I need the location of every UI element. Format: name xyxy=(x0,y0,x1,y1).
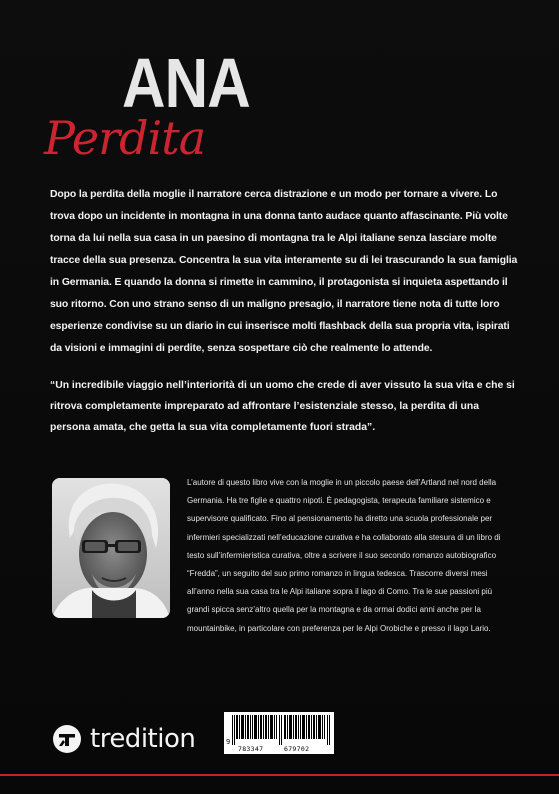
bottom-divider xyxy=(0,774,559,776)
author-biography: L’autore di questo libro vive con la moglie in un piccolo paese dell’Artland nel nord della Germania. Ha tre figlie e quattro nipoti. È pedagogista, terapeuta familiare sistemico e supervisore qualificato. Fino al pensionamento ha diretto una scuola professionale per infermieri specializzati nell’educazione curativa e ha collaborato alla stesura di un libro di testo sull’infermieristica curativa, oltre a scrivere il suo secondo romanzo autobiografico “Fredda”, un seguito del suo primo romanzo in lingua tedesca. Trascorre diversi mesi all’anno nella sua casa tra le Alpi italiane sopra il lago di Como. Tra le sue passioni più grandi spicca senz’altro quella per la montagna e da ormai dodici anni anche per la mountainbike, in particolare con preferenza per le Alpi Orobiche e presso il lago Lario. xyxy=(187,478,501,633)
isbn-barcode xyxy=(224,712,334,754)
review-quote: “Un incredibile viaggio nell’interiorità di un uomo che crede di aver vissuto la sua vita e che si ritrova completamente impreparato ad affrontare l’esistenziale stesso, la perdita di una persona amata, che getta la sua vita completamente fuori strada”. xyxy=(50,380,515,433)
isbn-right-digits: 679702 xyxy=(284,745,310,753)
isbn-left-digits: 783347 xyxy=(238,745,264,753)
tredition-logo-icon xyxy=(52,724,82,754)
author-portrait-image xyxy=(52,478,170,618)
barcode-bars xyxy=(232,715,332,745)
publisher-name: tredition xyxy=(90,724,196,754)
book-subtitle: Perdita xyxy=(44,111,206,165)
isbn-prefix-digit: 9 xyxy=(226,738,231,746)
author-photo xyxy=(52,478,170,618)
book-title: ANA xyxy=(122,44,250,122)
synopsis-text: Dopo la perdita della moglie il narratore cerca distrazione e un modo per tornare a vivere. Lo trova dopo un incidente in montagna in una donna tanto audace quanto affascinante. Più volte torna da lui nella sua casa in un paesino di montagna tra le Alpi italiane senza lasciare molte tracce della sua presenza. Concentra la sua vita interamente su di lei trascurando la sua famiglia in Germania. E quando la donna si rimette in cammino, il protagonista si inquieta aspettando il suo ritorno. Con uno strano senso di un maligno presagio, il narratore tiene nota di tutte loro esperienze condivise su un diario in cui inserisce molti flashback della sua propria vita, ispirati da visioni e immagini di perdite, senza sospettare ciò che realmente lo attende. xyxy=(50,189,518,354)
publisher-logo xyxy=(52,722,195,756)
